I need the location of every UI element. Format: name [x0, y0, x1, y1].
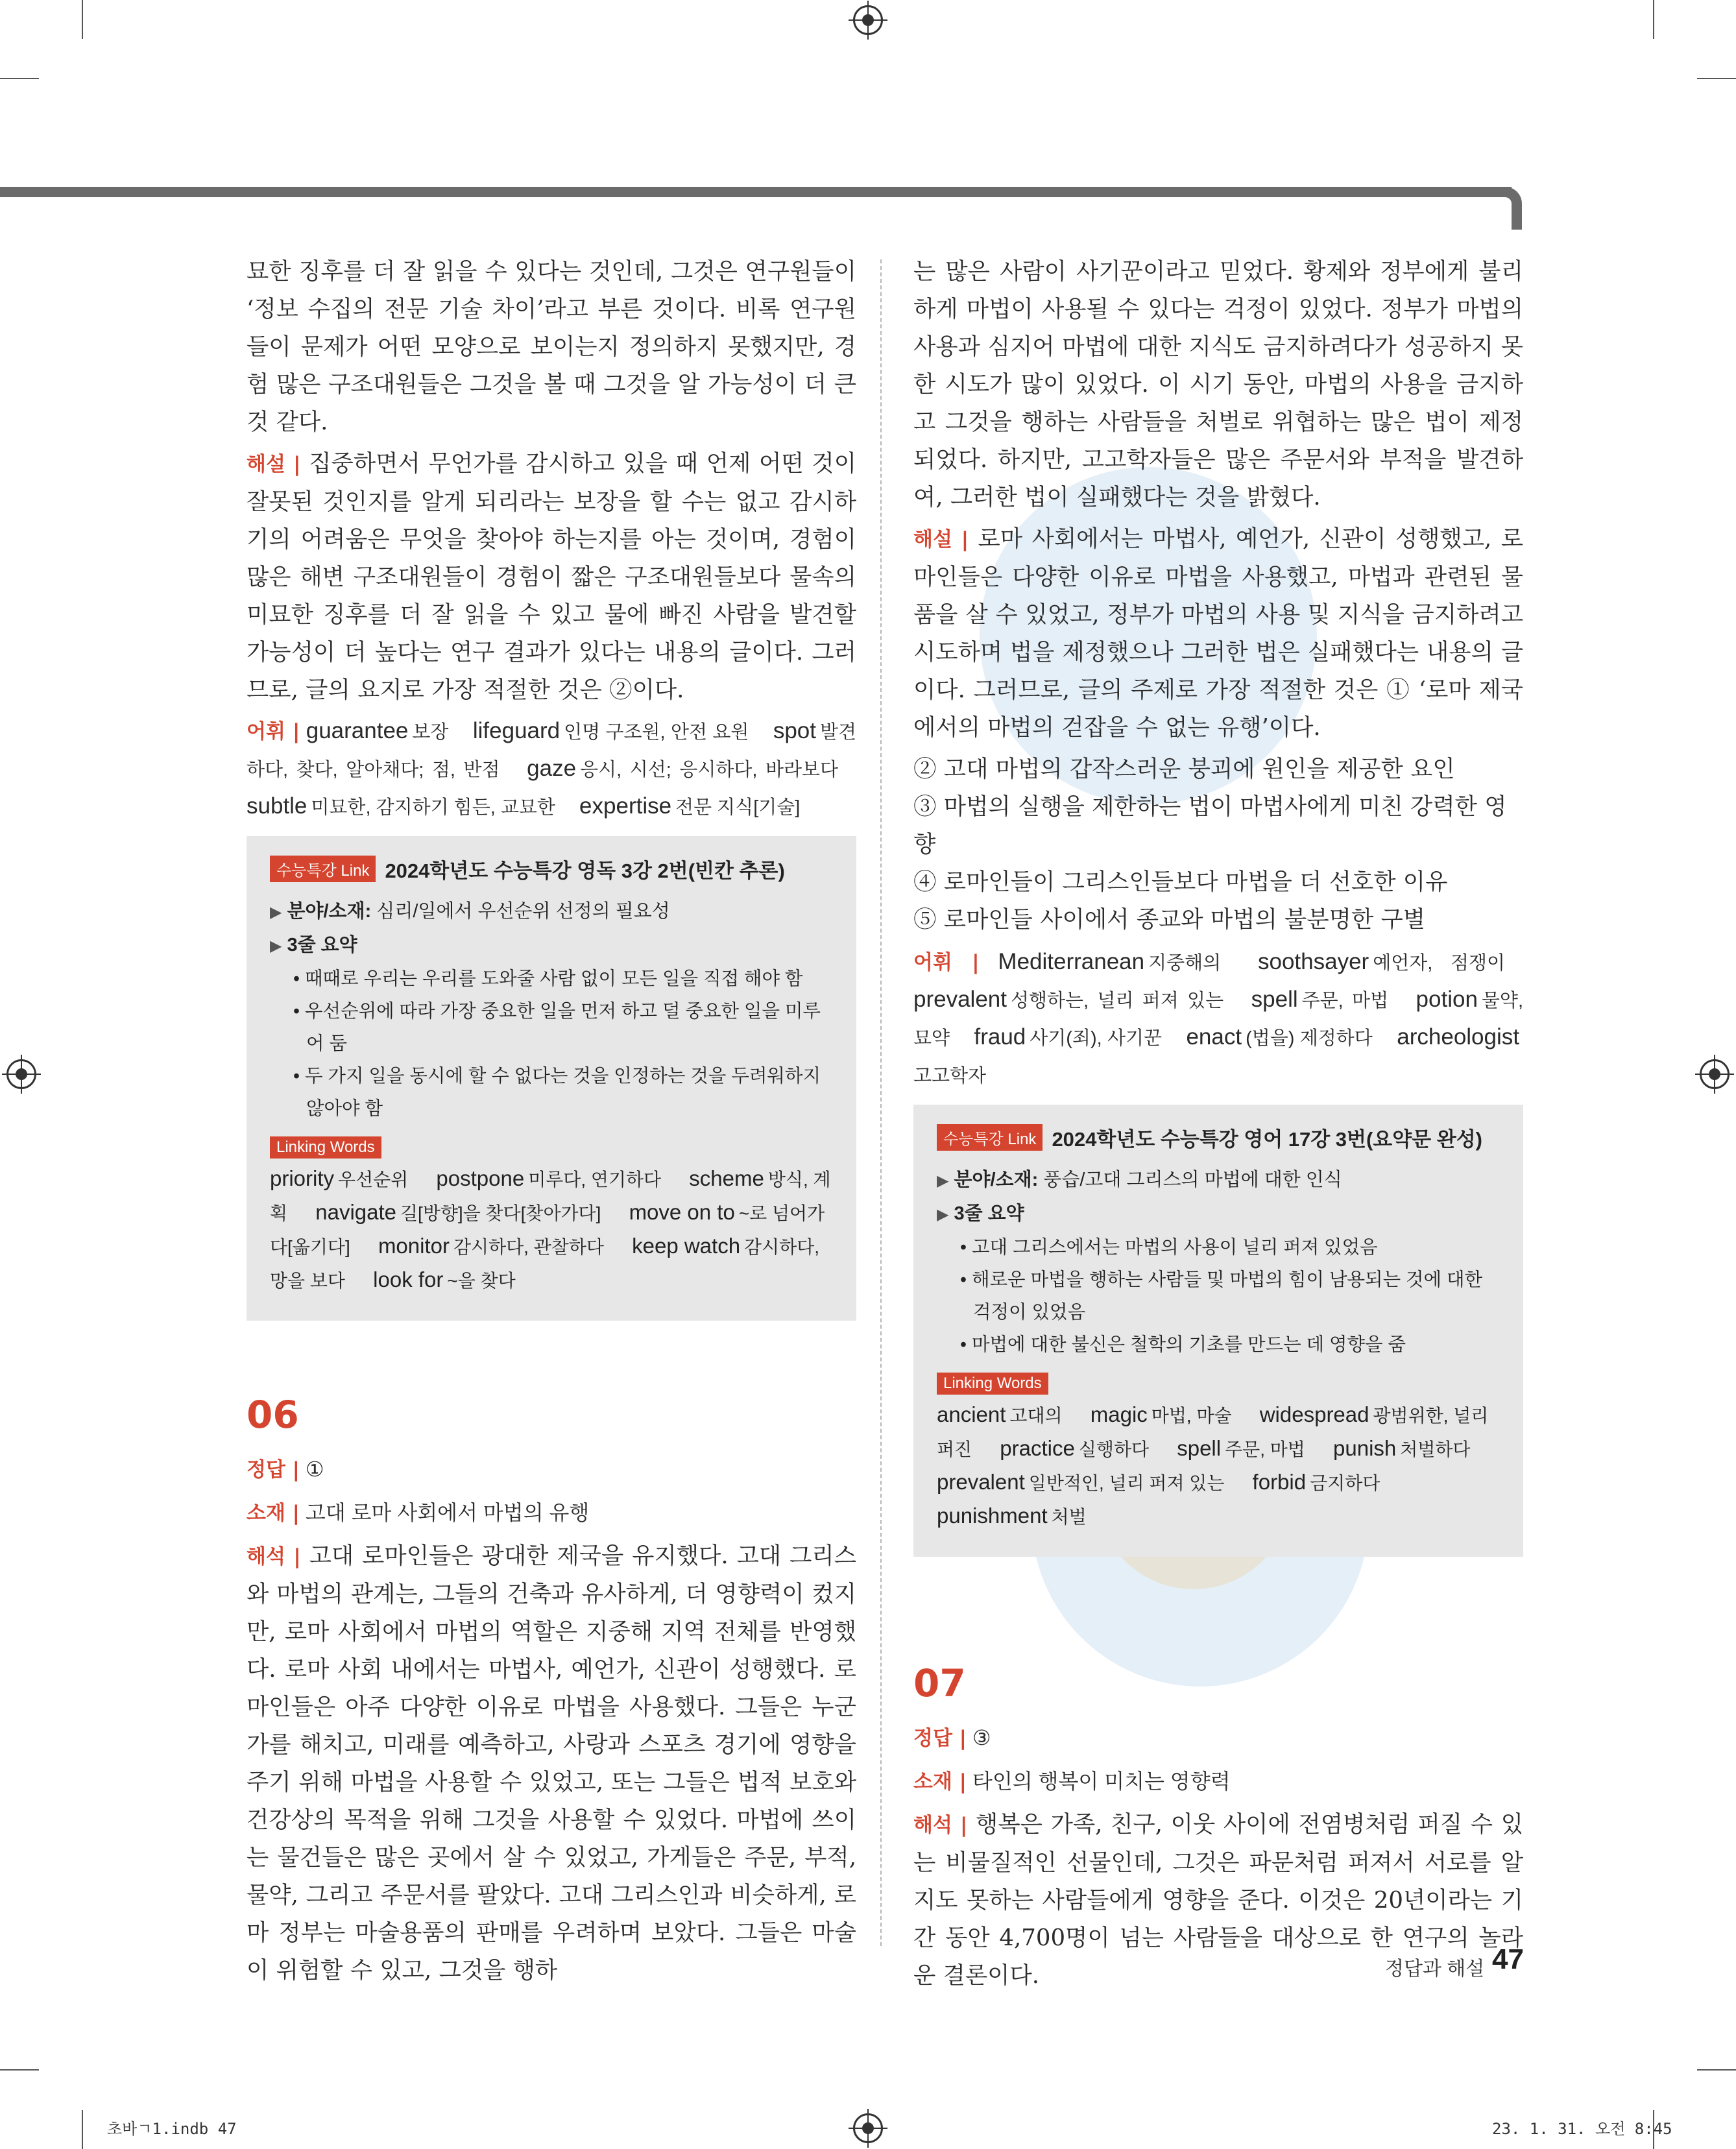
explanation-text: 집중하면서 무언가를 감시하고 있을 때 언제 어떤 것이 잘못된 것인지를 알게 되리라는 보장을 할 수는 없고 감시하기의 어려움은 무엇을 찾아야 하는지를 아는 것이며, 경험이 많은 해변 구조대원들이 경험이 짧은 구조대원들보다 물속의 미묘한 징후를 더 잘 읽을 수 있고 물에 빠진 사람을 발견할 가능성이 더 높다는 연구 결과가 있다는 내용의 글이다. 그러므로, 글의 요지로 가장 적절한 것은 ②이다.: [247, 450, 856, 703]
vocab-word: spot: [773, 718, 816, 743]
summary-row: [937, 1197, 1500, 1231]
lw-word: navigate: [315, 1200, 396, 1224]
triangle-icon: ▶: [937, 1206, 949, 1223]
explanation-paragraph: [247, 445, 856, 709]
link-box-header: [937, 1123, 1500, 1152]
link-tag: 수능특강 Link: [270, 856, 376, 882]
translation-text: 고대 로마인들은 광대한 제국을 유지했다. 고대 그리스와 마법의 관계는, 그들의 건축과 유사하게, 더 영향력이 컸지만, 로마 사회에서 마법의 역할은 지중해 지역 전체를 반영했다. 로마 사회 내에서는 마법사, 예언가, 신관이 성행했다. 로마인들은 아주 다양한 이유로 마법을 사용했다. 그들은 누군가를 해치고, 미래를 예측하고, 사랑과 스포츠 경기에 영향을 주기 위해 마법을 사용할 수 있었고, 또는 그들은 법적 보호와 건강상의 목적을 위해 그것을 사용할 수 있었다. 마법에 쓰이는 물건들은 많은 곳에서 살 수 있었고, 가게들은 주문, 부적, 물약, 그리고 주문서를 팔았다. 고대 그리스인과 비슷하게, 로마 정부는 마술용품의 판매를 우려하며 보았다. 그들은 마술이 위험할 수 있고, 그것을 행하: [247, 1543, 856, 1984]
vocab-meaning: (법을) 제정하다: [1246, 1028, 1373, 1049]
option-item: ② 고대 마법의 갑작스러운 붕괴에 원인을 제공한 요인: [913, 756, 1455, 782]
explanation-text: 로마 사회에서는 마법사, 예언가, 신관이 성행했고, 로마인들은 다양한 이유로 마법을 사용했고, 마법과 관련된 물품을 살 수 있었고, 정부가 마법의 사용 및 지식을 금지하려고 시도하며 법을 제정했으나 그러한 법은 실패했다는 내용의 글이다. 그러므로, 글의 주제로 가장 적절한 것은 ① ‘로마 제국에서의 마법의 걷잡을 수 없는 유행’이다.: [913, 525, 1524, 741]
page-number: 47: [1492, 1943, 1524, 1975]
linking-words-tag: Linking Words: [270, 1136, 381, 1159]
link-tag: 수능특강 Link: [937, 1124, 1043, 1151]
vocab-meaning: 보장: [412, 722, 449, 743]
lw-word: look for: [373, 1267, 444, 1291]
triangle-icon: ▶: [270, 904, 282, 921]
topic-value: 고대 로마 사회에서 마법의 유행: [300, 1501, 590, 1524]
linking-words: [937, 1399, 1500, 1533]
answer-label: 정답 |: [247, 1458, 300, 1482]
lw-meaning: 광범위한, 널리 퍼진: [937, 1406, 1489, 1459]
footer-section-label: 정답과 해설: [1385, 1958, 1485, 1980]
lw-meaning: 금지하다: [1310, 1473, 1380, 1493]
lw-meaning: 실행하다: [1078, 1439, 1150, 1459]
lw-meaning: 감시하다, 망을 보다: [270, 1237, 820, 1291]
lw-meaning: 길[방향]을 찾다[찾아가다]: [400, 1203, 601, 1223]
summary-row: [270, 929, 833, 963]
lw-meaning: 마법, 마술: [1151, 1406, 1232, 1426]
field-label: 분야/소재:: [954, 1170, 1039, 1190]
paragraph-continued: 묘한 징후를 더 잘 읽을 수 있다는 것인데, 그것은 연구원들이 ‘정보 수집의 전문 기술 차이’라고 부른 것이다. 비록 연구원들이 문제가 어떤 모양으로 보이는지 정의하지 못했지만, 경험 많은 구조대원들은 그것을 볼 때 그것을 알 가능성이 더 큰 것 같다.: [247, 258, 856, 435]
lw-meaning: 일반적인, 널리 퍼져 있는: [1028, 1473, 1225, 1493]
summary-label: 3줄 요약: [287, 935, 357, 955]
vocab-section: [247, 713, 856, 826]
vocab-word: lifeguard: [472, 718, 561, 743]
lw-word: widespread: [1259, 1402, 1369, 1426]
header-bar-hook: [1492, 187, 1522, 230]
summary-list: [270, 963, 833, 1125]
link-box: [247, 836, 856, 1321]
field-text: 풍습/고대 그리스의 마법에 대한 인식: [1038, 1170, 1342, 1190]
vocab-word: fraud: [974, 1024, 1026, 1050]
explanation-label: 해설 |: [913, 528, 969, 551]
vocab-word: spell: [1251, 987, 1298, 1012]
header-bar: [0, 187, 1512, 197]
summary-list: [937, 1231, 1500, 1361]
translation-paragraph: [247, 1537, 856, 1989]
summary-item: • 해로운 마법을 행하는 사람들 및 마법의 힘이 남용되는 것에 대한 걱정이 있었음: [937, 1264, 1500, 1328]
registration-mark-right: [1700, 1059, 1730, 1089]
vocab-meaning: 성행하는, 널리 퍼져 있는: [1010, 990, 1224, 1011]
summary-item: • 우선순위에 따라 가장 중요한 일을 먼저 하고 덜 중요한 일을 미루어 둠: [270, 995, 833, 1060]
topic-label: 소재 |: [913, 1770, 967, 1794]
vocab-meaning: 전문 지식[기술]: [675, 797, 801, 818]
print-slug-file: 초바ㄱ1.indb 47: [107, 2120, 237, 2138]
lw-word: practice: [1000, 1436, 1075, 1460]
answer-row: [247, 1450, 856, 1489]
vocab-meaning: 인명 구조원, 안전 요원: [564, 722, 749, 743]
topic-value: 타인의 행복이 미치는 영향력: [967, 1770, 1231, 1793]
field-label: 분야/소재:: [287, 901, 372, 922]
lw-word: priority: [270, 1166, 335, 1190]
vocab-word: guarantee: [306, 718, 409, 743]
lw-word: magic: [1090, 1402, 1148, 1426]
lw-word: punishment: [937, 1504, 1048, 1528]
lw-meaning: ~을 찾다: [447, 1271, 516, 1291]
answer-row: [913, 1719, 1523, 1757]
option-item: ③ 마법의 실행을 제한하는 법이 마법사에게 미친 강력한 영향: [913, 793, 1507, 858]
lw-word: monitor: [378, 1234, 450, 1258]
vocab-meaning: 사기(죄), 사기꾼: [1030, 1028, 1163, 1049]
lw-word: spell: [1177, 1436, 1222, 1460]
registration-mark-bottom: [853, 2113, 883, 2143]
left-column: [247, 253, 856, 1993]
lw-word: move on to: [629, 1200, 735, 1224]
vocab-meaning: 예언자, 점쟁이: [1373, 953, 1506, 974]
answer-value: ①: [300, 1458, 324, 1481]
lw-word: punish: [1333, 1436, 1397, 1460]
column-divider: [880, 259, 882, 1946]
lw-meaning: 처벌하다: [1400, 1439, 1471, 1459]
link-box-title: 2024학년도 수능특강 영어 17강 3번(요약문 완성): [1052, 1128, 1482, 1151]
question-number: 06: [247, 1393, 299, 1437]
lw-word: keep watch: [632, 1234, 741, 1258]
linking-words: [270, 1162, 833, 1297]
lw-meaning: ~로 넘어가다[옮기다]: [270, 1203, 825, 1257]
translation-label: 해석 |: [247, 1545, 301, 1568]
topic-row: [913, 1762, 1523, 1801]
summary-label: 3줄 요약: [954, 1203, 1024, 1224]
field-row: [937, 1164, 1500, 1197]
vocab-meaning: 응시, 시선; 응시하다, 바라보다: [580, 760, 839, 780]
lw-meaning: 방식, 계획: [270, 1170, 831, 1223]
lw-word: scheme: [689, 1166, 764, 1190]
vocab-meaning: 미묘한, 감지하기 힘든, 교묘한: [311, 797, 555, 818]
lw-word: prevalent: [937, 1470, 1025, 1494]
vocab-word: enact: [1186, 1024, 1242, 1050]
answer-label: 정답 |: [913, 1727, 967, 1750]
topic-label: 소재 |: [247, 1502, 300, 1525]
lw-meaning: 처벌: [1051, 1507, 1087, 1527]
triangle-icon: ▶: [270, 937, 282, 955]
vocab-word: potion: [1416, 987, 1478, 1012]
answer-value: ③: [967, 1726, 991, 1749]
link-box-header: [270, 854, 833, 883]
field-text: 심리/일에서 우선순위 선정의 필요성: [371, 901, 670, 922]
right-column: [913, 253, 1523, 1999]
field-row: [270, 895, 833, 929]
vocab-label: 어휘 |: [913, 951, 980, 974]
translation-text: 행복은 가족, 친구, 이웃 사이에 전염병처럼 퍼질 수 있는 비물질적인 선물인데, 그것은 파문처럼 퍼져서 서로를 알지도 못하는 사람들에게 영향을 준다. 이것은 20년이라는 기간 동안 4,700명이 넘는 사람들을 대상으로 한 연구의 놀라운 결론이다.: [913, 1811, 1523, 1989]
summary-item: • 두 가지 일을 동시에 할 수 없다는 것을 인정하는 것을 두려워하지 않아야 함: [270, 1060, 833, 1125]
option-item: ④ 로마인들이 그리스인들보다 마법을 더 선호한 이유: [913, 869, 1448, 895]
translation-label: 해석 |: [913, 1814, 968, 1837]
vocab-meaning: 지중해의: [1148, 953, 1222, 974]
option-item: ⑤ 로마인들 사이에서 종교와 마법의 불분명한 구별: [913, 906, 1426, 933]
vocab-meaning: 고고학자: [913, 1066, 987, 1087]
vocab-word: subtle: [247, 793, 307, 819]
vocab-meaning: 물약, 묘약: [913, 990, 1524, 1049]
lw-word: forbid: [1252, 1470, 1307, 1494]
lw-meaning: 미루다, 연기하다: [528, 1170, 662, 1190]
vocab-meaning: 주문, 마법: [1301, 990, 1389, 1011]
summary-item: • 마법에 대한 불신은 철학의 기초를 만드는 데 영향을 줌: [937, 1328, 1500, 1361]
summary-item: • 때때로 우리는 우리를 도와줄 사람 없이 모든 일을 직접 해야 함: [270, 963, 833, 995]
lw-meaning: 고대의: [1009, 1406, 1063, 1426]
summary-item: • 고대 그리스에서는 마법의 사용이 널리 퍼져 있었음: [937, 1231, 1500, 1264]
lw-meaning: 우선순위: [338, 1170, 409, 1190]
lw-meaning: 주문, 마법: [1225, 1439, 1305, 1459]
explanation-paragraph: [913, 520, 1523, 747]
lw-meaning: 감시하다, 관찰하다: [453, 1237, 604, 1257]
vocab-word: gaze: [527, 756, 577, 781]
registration-mark-left: [6, 1059, 36, 1089]
vocab-section: [913, 944, 1523, 1094]
lw-word: ancient: [937, 1402, 1006, 1426]
vocab-word: prevalent: [913, 987, 1007, 1012]
link-box-title: 2024학년도 수능특강 영독 3강 2번(빈칸 추론): [385, 859, 785, 882]
question-number: 07: [913, 1661, 966, 1705]
explanation-label: 해설 |: [247, 453, 301, 476]
triangle-icon: ▶: [937, 1172, 949, 1190]
vocab-word: soothsayer: [1257, 949, 1369, 974]
vocab-meaning: 발견하다, 찾다, 알아채다; 점, 반점: [247, 722, 856, 780]
vocab-word: expertise: [579, 793, 672, 819]
lw-word: postpone: [436, 1166, 525, 1190]
translation-continued: 는 많은 사람이 사기꾼이라고 믿었다. 황제와 정부에게 불리하게 마법이 사용될 수 있다는 걱정이 있었다. 정부가 마법의 사용과 심지어 마법에 대한 지식도 금지하려다가 성공하지 못한 시도가 많이 있었다. 이 시기 동안, 마법의 사용을 금지하고 그것을 행하는 사람들을 처벌로 위협하는 많은 법이 제정되었다. 하지만, 고고학자들은 많은 주문서와 부적을 발견하여, 그러한 법이 실패했다는 것을 밝혔다.: [913, 258, 1523, 510]
linking-words-tag: Linking Words: [937, 1373, 1048, 1395]
print-slug-date: 23. 1. 31. 오전 8:45: [1492, 2120, 1672, 2138]
vocab-word: Mediterranean: [998, 949, 1145, 974]
vocab-word: archeologist: [1397, 1024, 1519, 1050]
topic-row: [247, 1494, 856, 1532]
link-box: [913, 1105, 1523, 1557]
registration-mark-top: [853, 5, 883, 35]
vocab-label: 어휘 |: [247, 720, 300, 743]
